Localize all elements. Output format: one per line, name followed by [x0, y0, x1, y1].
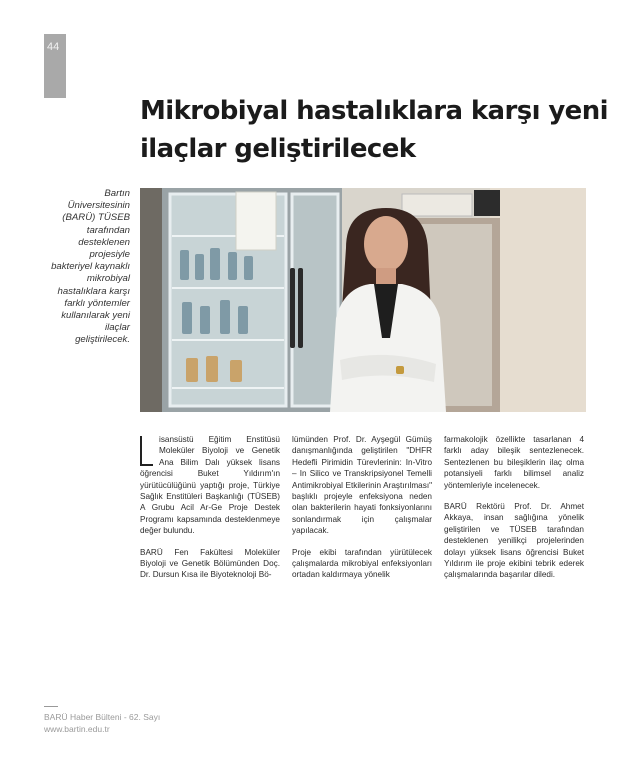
- article-headline: [140, 92, 610, 168]
- page-number: 44: [47, 41, 60, 53]
- column-3-paragraph-2: BARÜ Rektörü Prof. Dr. Ahmet Akkaya, insan sağlığına yönelik geliştirilen ve TÜSEB tarafından desteklenen yenilikçi projelerinden dolayı yüksek lisans öğrencisi Buket Yıldırım ile proje ekibini tebrik ederek çalışmalarında başarılar diledi.: [444, 502, 584, 580]
- footer-website-link[interactable]: www.bartin.edu.tr: [44, 724, 110, 734]
- article-column-1: [140, 434, 280, 591]
- footer-publication: BARÜ Haber Bülteni - 62. Sayı: [44, 712, 161, 722]
- footer-rule: [44, 706, 58, 707]
- column-2-paragraph-2: Proje ekibi tarafından yürütülecek çalışmalarda mikrobiyal enfeksiyonları ortadan kaldırmaya yönelik: [292, 547, 432, 580]
- article-intro: Bartın Üniversitesinin (BARÜ) TÜSEB tarafından desteklenen projesiyle bakteriyel kaynaklı mikrobiyal hastalıklara karşı farklı yöntemler kullanılarak yeni ilaçlar geliştirilecek.: [51, 188, 130, 346]
- column-1-paragraph-1-text: isansüstü Eğitim Enstitüsü Moleküler Biyoloji ve Genetik Ana Bilim Dalı yüksek lisans öğrencisi Buket Yıldırım'ın yürütücülüğünü yaptığı proje, Türkiye Sağlık Enstitüleri Başkanlığı (TÜSEB) A Grubu Acil Ar-Ge Proje Destek Programı kapsamında desteklenmeye değer bulundu.: [140, 435, 280, 536]
- headline-line-1: Mikrobiyal hastalıklara karşı yeni: [140, 96, 608, 126]
- headline-line-2: ilaçlar geliştirilecek: [140, 134, 416, 164]
- drop-cap-l: [140, 436, 153, 466]
- column-1-paragraph-2: BARÜ Fen Fakültesi Moleküler Biyoloji ve Genetik Bölümünden Doç. Dr. Dursun Kısa ile Biyoteknoloji Bö-: [140, 547, 280, 580]
- article-column-3: [444, 434, 584, 591]
- column-2-paragraph-1: lümünden Prof. Dr. Ayşegül Gümüş danışmanlığında geliştirilen "DHFR Hedefli Pirimidin Türevlerinin: In-Vitro – In Silico ve Transkripsiyonel Temelli Antimikrobiyal Etkilerinin Araştırılması" başlıklı projeyle enfeksiyona neden olan bakterilerin hayati fonksiyonlarını sonlandırmak için çalışmalar yapılacak.: [292, 435, 432, 536]
- article-column-2: [292, 434, 432, 591]
- column-1-paragraph-1: [140, 434, 280, 537]
- column-3-paragraph-1: farmakolojik özellikte tasarlanan 4 farklı aday bileşik sentezlenecek. Sentezlenen bu bileşiklerin ilaç olma potansiyeli farklı bilimsel analiz yöntemleriyle incelenecek.: [444, 435, 584, 490]
- article-photo: [140, 188, 586, 412]
